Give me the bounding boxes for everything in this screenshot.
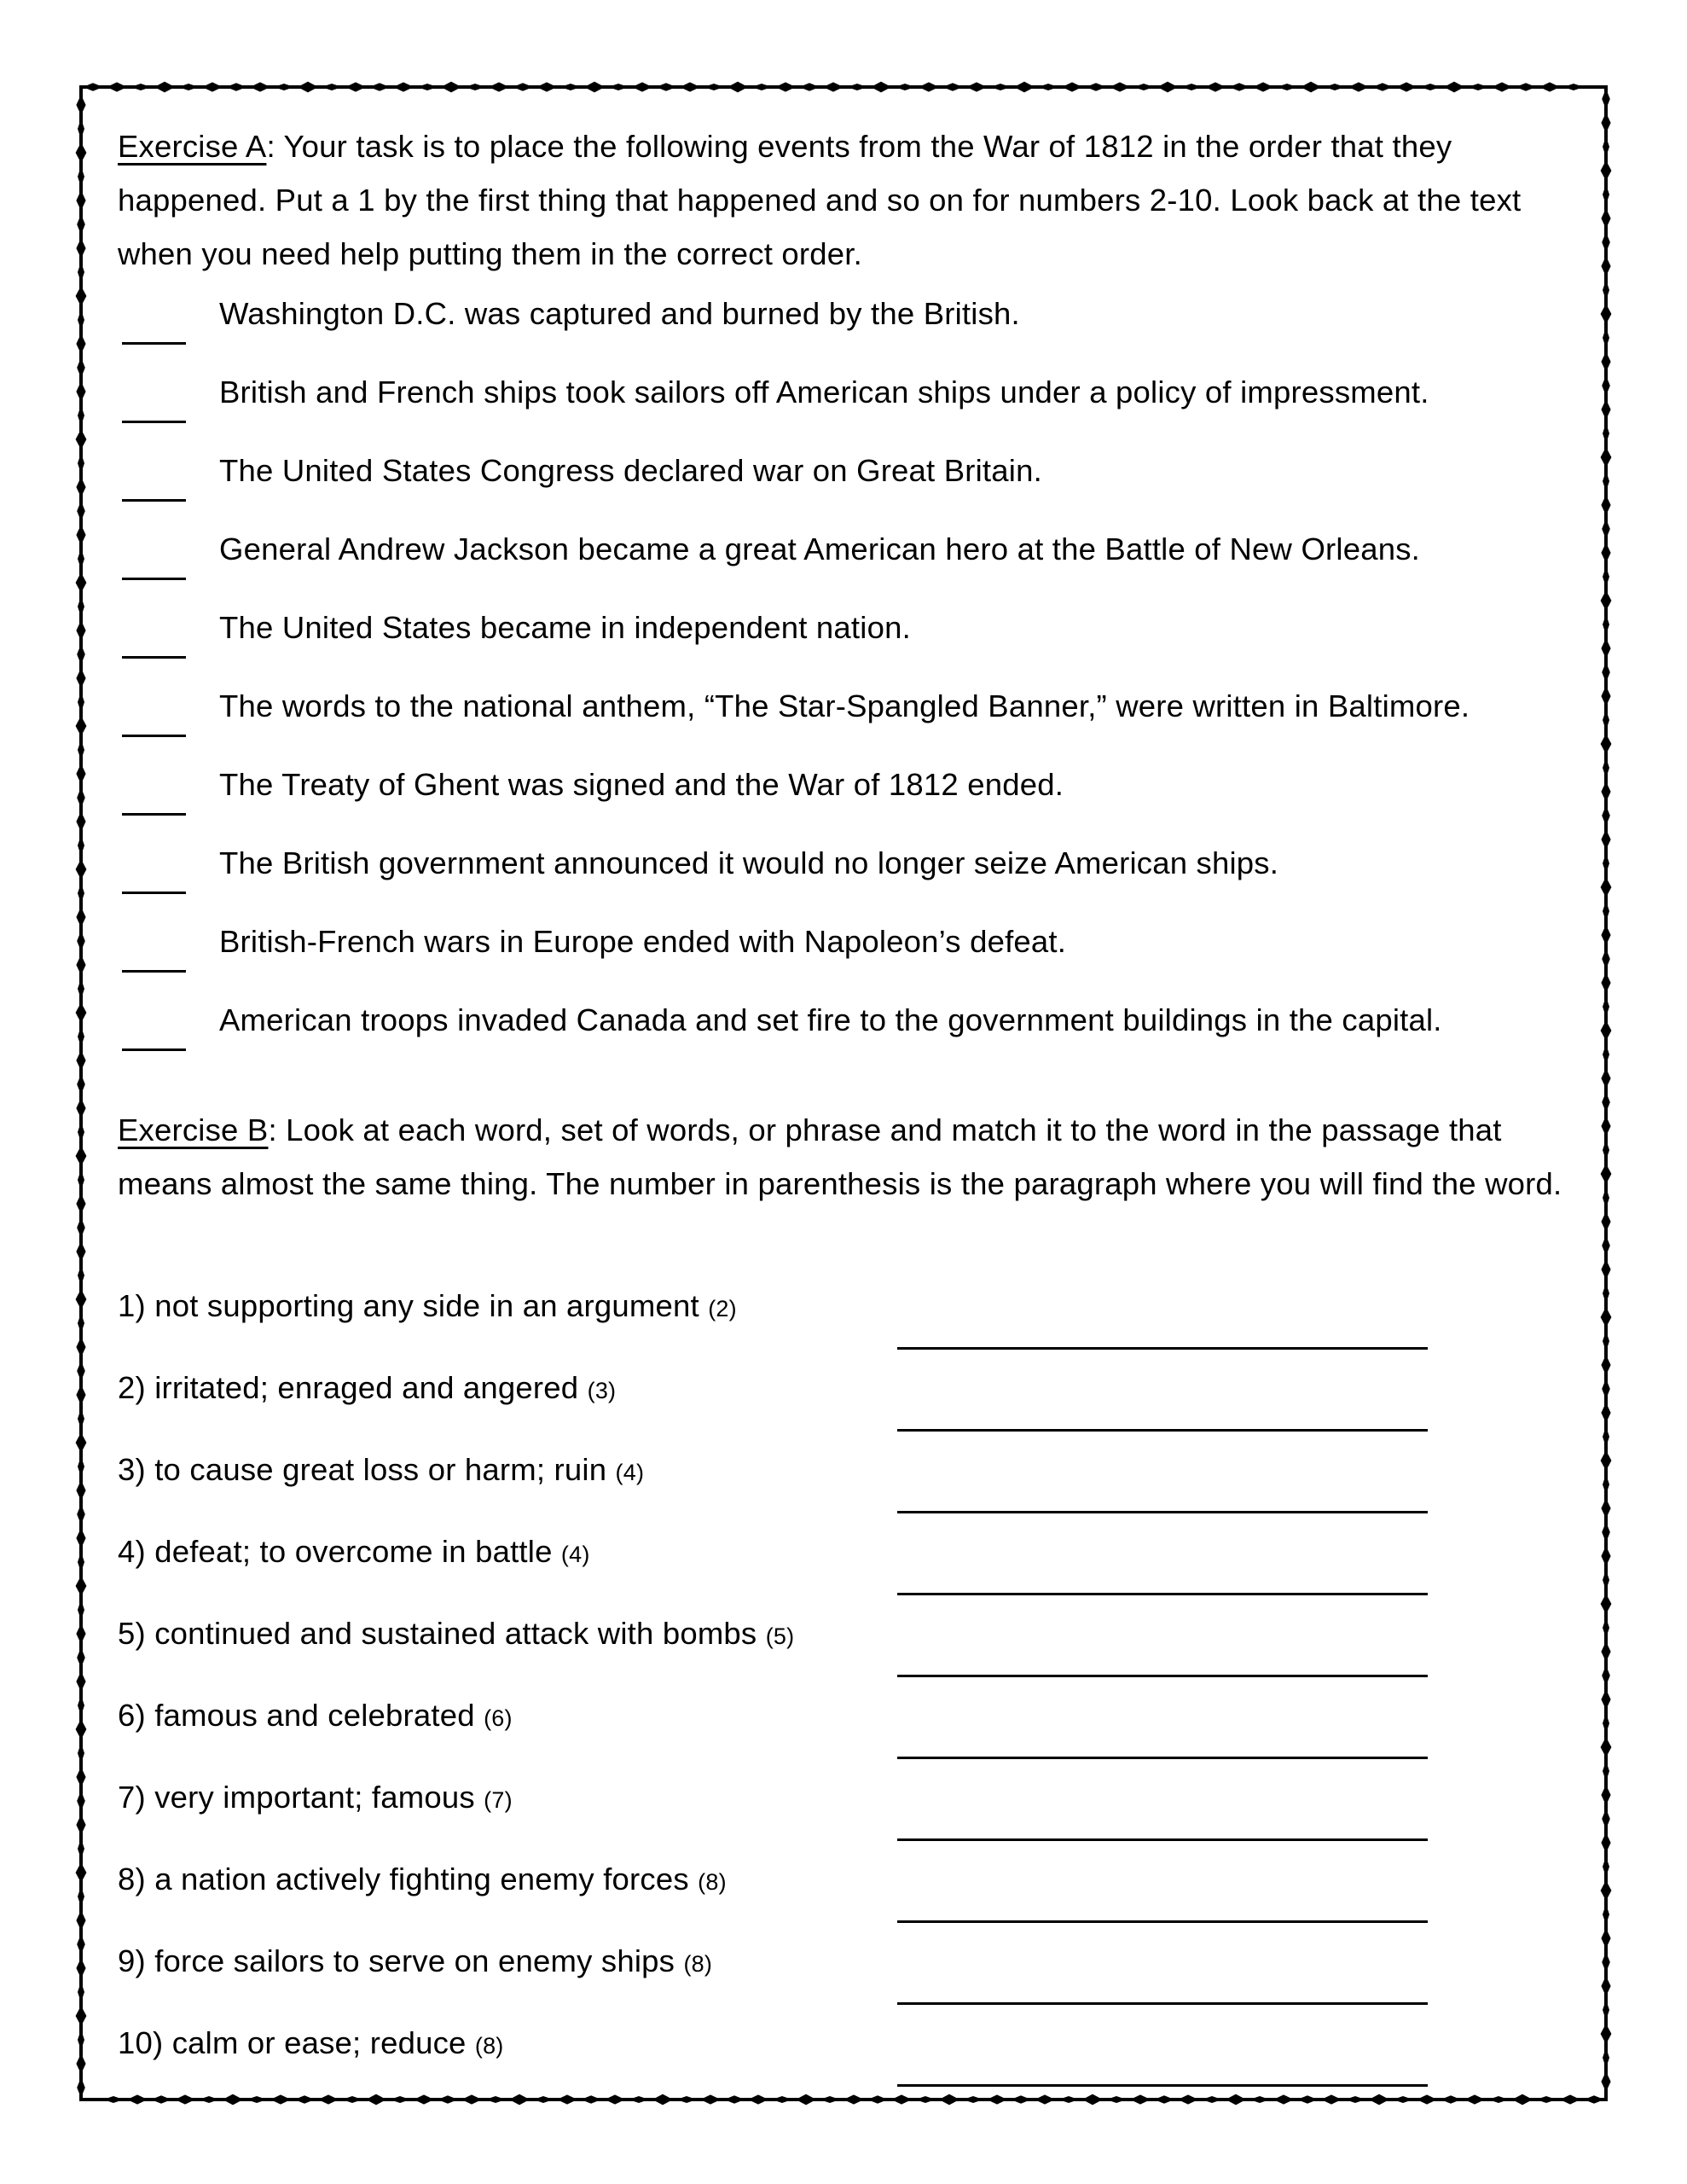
word-answer-line[interactable] xyxy=(897,1757,1428,1759)
exercise-a-instructions-text: : Your task is to place the following events from the War of 1812 in the order that they happened. Put a 1 by the first thing that happened and so on for numbers 2-10. Look back at the text when you need help putting them in the correct order. xyxy=(118,129,1522,271)
event-row xyxy=(118,670,1581,748)
word-answer-line[interactable] xyxy=(897,1838,1428,1841)
paragraph-ref: (6) xyxy=(484,1705,513,1731)
event-row xyxy=(118,984,1581,1062)
event-text: The British government announced it would no longer seize American ships. xyxy=(219,845,1279,880)
word-answer-line[interactable] xyxy=(897,1429,1428,1432)
event-text: British and French ships took sailors off American ships under a policy of impressment. xyxy=(219,375,1429,410)
paragraph-ref: (8) xyxy=(474,2033,504,2059)
paragraph-ref: (4) xyxy=(560,1542,590,1567)
paragraph-ref: (8) xyxy=(698,1869,727,1895)
definition-row xyxy=(118,1681,1581,1763)
order-answer-blank[interactable] xyxy=(122,656,186,659)
event-row xyxy=(118,827,1581,905)
definition-text: 6) famous and celebrated (6) xyxy=(118,1698,513,1733)
definition-text: 3) to cause great loss or harm; ruin (4) xyxy=(118,1452,645,1487)
word-answer-line[interactable] xyxy=(897,2002,1428,2005)
definition-row xyxy=(118,1599,1581,1681)
word-answer-line[interactable] xyxy=(897,1347,1428,1350)
exercise-a-instructions xyxy=(118,119,1581,281)
event-text: The words to the national anthem, “The Star-Spangled Banner,” were written in Baltimore. xyxy=(219,688,1470,723)
exercise-b-instructions-text: : Look at each word, set of words, or phrase and match it to the word in the passage that means almost the same thing. The number in parenthesis is the paragraph where you will find the word. xyxy=(118,1112,1562,1201)
word-answer-line[interactable] xyxy=(897,1920,1428,1923)
definition-text: 9) force sailors to serve on enemy ships (8) xyxy=(118,1943,713,1978)
event-text: British-French wars in Europe ended with Napoleon’s defeat. xyxy=(219,924,1067,959)
paragraph-ref: (8) xyxy=(683,1951,713,1977)
order-answer-blank[interactable] xyxy=(122,342,186,345)
definition-text: 2) irritated; enraged and angered (3) xyxy=(118,1370,617,1405)
order-answer-blank[interactable] xyxy=(122,735,186,737)
exercise-a-event-list xyxy=(118,277,1581,1066)
word-answer-line[interactable] xyxy=(897,1675,1428,1677)
event-row xyxy=(118,591,1581,670)
event-text: Washington D.C. was captured and burned by the British. xyxy=(219,296,1020,331)
paragraph-ref: (2) xyxy=(708,1296,737,1321)
definition-row xyxy=(118,1435,1581,1517)
word-answer-line[interactable] xyxy=(897,1593,1428,1595)
definition-text: 4) defeat; to overcome in battle (4) xyxy=(118,1534,590,1569)
event-row xyxy=(118,356,1581,434)
paragraph-ref: (3) xyxy=(587,1378,617,1403)
event-text: American troops invaded Canada and set fire to the government buildings in the capital. xyxy=(219,1002,1442,1037)
definition-row xyxy=(118,1271,1581,1353)
definition-text: 8) a nation actively fighting enemy forces (8) xyxy=(118,1862,727,1896)
exercise-b-instructions xyxy=(118,1103,1581,1211)
word-answer-line[interactable] xyxy=(897,1511,1428,1513)
paragraph-ref: (4) xyxy=(615,1460,645,1485)
event-row xyxy=(118,748,1581,827)
order-answer-blank[interactable] xyxy=(122,578,186,580)
event-row xyxy=(118,513,1581,591)
event-row xyxy=(118,905,1581,984)
order-answer-blank[interactable] xyxy=(122,1048,186,1051)
paragraph-ref: (7) xyxy=(484,1787,513,1813)
event-text: The United States became in independent nation. xyxy=(219,610,911,645)
definition-row xyxy=(118,1517,1581,1599)
exercise-a-heading: Exercise A xyxy=(118,129,267,164)
definition-text: 5) continued and sustained attack with bombs (5) xyxy=(118,1616,795,1651)
definition-text: 7) very important; famous (7) xyxy=(118,1780,513,1815)
definition-row xyxy=(118,1353,1581,1435)
event-text: The United States Congress declared war on Great Britain. xyxy=(219,453,1042,488)
event-row xyxy=(118,434,1581,513)
definition-row xyxy=(118,1926,1581,2008)
order-answer-blank[interactable] xyxy=(122,499,186,502)
order-answer-blank[interactable] xyxy=(122,892,186,894)
event-text: General Andrew Jackson became a great American hero at the Battle of New Orleans. xyxy=(219,531,1420,566)
order-answer-blank[interactable] xyxy=(122,421,186,423)
definition-text: 10) calm or ease; reduce (8) xyxy=(118,2025,504,2060)
event-text: The Treaty of Ghent was signed and the War of 1812 ended. xyxy=(219,767,1064,802)
event-row xyxy=(118,277,1581,356)
definition-row xyxy=(118,1763,1581,1844)
definition-row xyxy=(118,2008,1581,2090)
paragraph-ref: (5) xyxy=(765,1623,795,1649)
exercise-b-heading: Exercise B xyxy=(118,1112,269,1147)
order-answer-blank[interactable] xyxy=(122,813,186,816)
definition-row xyxy=(118,1844,1581,1926)
order-answer-blank[interactable] xyxy=(122,970,186,973)
definition-text: 1) not supporting any side in an argument (2) xyxy=(118,1288,737,1323)
word-answer-line[interactable] xyxy=(897,2084,1428,2087)
exercise-b-definition-list xyxy=(118,1271,1581,2099)
